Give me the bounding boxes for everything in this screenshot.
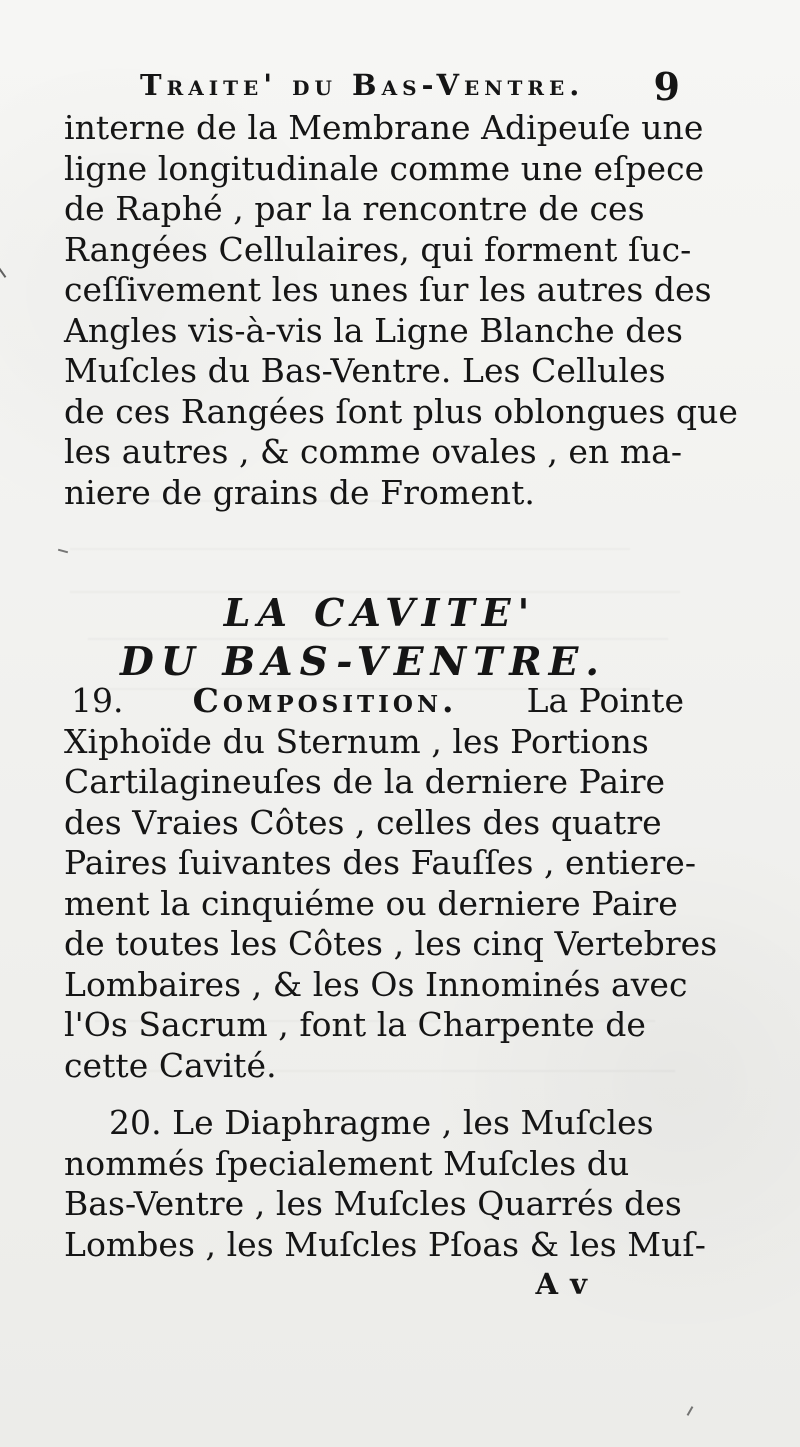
paragraph-line: de Raphé , par la rencontre de ces xyxy=(64,189,645,228)
paragraph-line: Lombes , les Muſcles Pſoas & les Muſ- xyxy=(64,1224,706,1264)
paragraph-line: les autres , & comme ovales , en ma- xyxy=(64,432,683,471)
signature-mark: A v xyxy=(535,1267,588,1301)
paragraph-line: Cartilagineuſes de la derniere Paire xyxy=(64,762,666,801)
paragraph-line: Muſcles du Bas-Ventre. Les Cellules xyxy=(64,351,666,390)
section-title-line-1: LA CAVITE' xyxy=(223,590,537,636)
paragraph-line: Angles vis-à-vis la Ligne Blanche des xyxy=(64,310,683,350)
show-through-line xyxy=(70,548,630,564)
paragraph-line: ceſſivement les unes ſur les autres des xyxy=(64,270,712,309)
paragraph-line: Rangées Cellulaires, qui forment ſuc- xyxy=(64,229,692,269)
section-first-text: La Pointe xyxy=(526,681,684,720)
composition-heading-line xyxy=(64,681,684,722)
paragraph-line: interne de la Membrane Adipeuſe une xyxy=(64,108,704,147)
paragraph-line: 20. Le Diaphragme , les Muſcles xyxy=(109,1103,654,1142)
section-title-line-2: DU BAS-VENTRE. xyxy=(120,639,606,686)
page-header xyxy=(140,64,680,114)
section-number: 19. xyxy=(71,681,124,720)
paragraph-block xyxy=(64,108,738,513)
margin-mark xyxy=(0,260,16,278)
ink-mark xyxy=(58,549,68,554)
paragraph-line: niere de grains de Froment. xyxy=(64,472,535,512)
paragraph-line: des Vraies Côtes , celles des quatre xyxy=(64,802,662,842)
paragraph-line: ligne longitudinale comme une eſpece xyxy=(64,148,705,188)
paragraph-line: Xiphoïde du Sternum , les Portions xyxy=(64,721,649,761)
section-20 xyxy=(64,1103,706,1265)
paragraph-line: de ces Rangées ſont plus oblongues que xyxy=(64,391,738,431)
running-head: Traite' du Bas-Ventre. xyxy=(140,68,585,102)
paragraph-line: l'Os Sacrum , font la Charpente de xyxy=(64,1005,646,1044)
section-heading: Composition. xyxy=(192,681,458,720)
paragraph-line: Lombaires , & les Os Innominés avec xyxy=(64,964,688,1004)
page-number: 9 xyxy=(653,64,680,109)
paragraph-line: Bas-Ventre , les Muſcles Quarrés des xyxy=(64,1184,682,1223)
paragraph-line: de toutes les Côtes , les cinq Vertebres xyxy=(64,924,718,963)
paragraph-line: nommés ſpecialement Muſcles du xyxy=(64,1143,630,1183)
composition-section xyxy=(64,681,718,1086)
paragraph-line: ment la cinquiéme ou derniere Paire xyxy=(64,883,678,923)
paragraph-line: Paires ſuivantes des Fauſſes , entiere- xyxy=(64,843,697,882)
ink-mark xyxy=(687,1406,694,1416)
paragraph-line: cette Cavité. xyxy=(64,1045,277,1085)
